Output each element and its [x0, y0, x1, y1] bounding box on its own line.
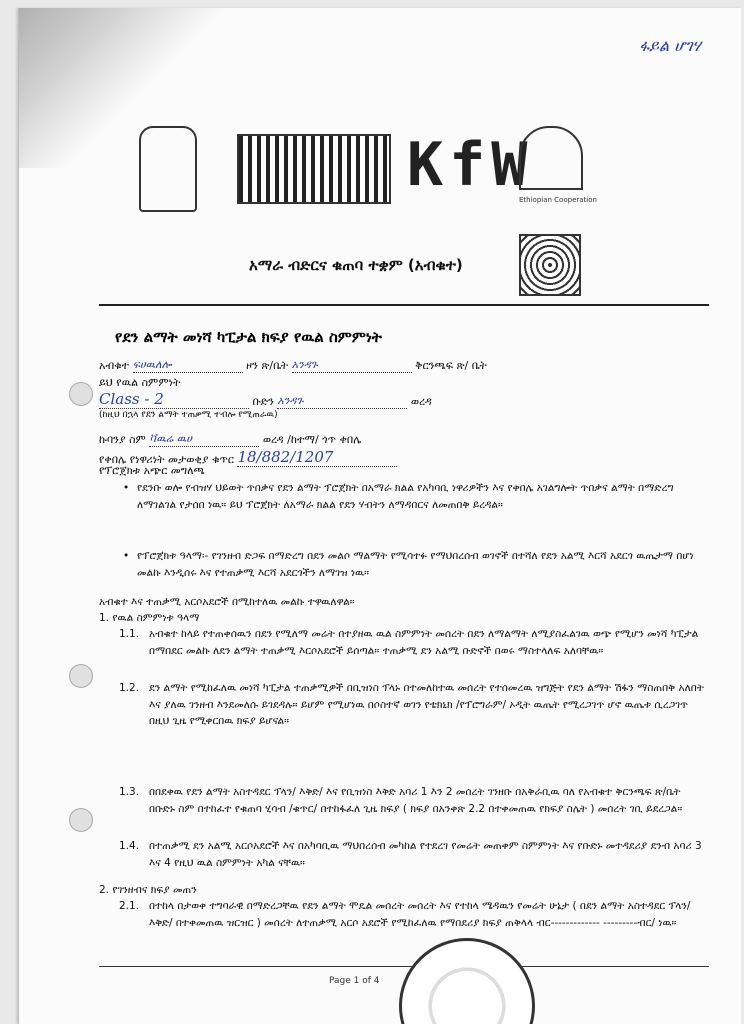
handwritten-note: ፋይል ሆገሃ — [638, 36, 701, 55]
field-line-2: ይህ የዉል ስምምነት — [99, 376, 181, 389]
field-value: አንዳጉ — [292, 358, 412, 373]
clause-number: 2.1. — [119, 900, 140, 912]
footer-rule — [99, 966, 709, 967]
clause-text: ደን ልማት የሚከፈለዉ መነሻ ካፒታል ተጠቃሚዎች በቢዝነስ ፕላኑ በተመለከተዉ መሰረት የተሰመረዉ ዝግጅት የደን ልማት ሽፋን ማስጠበቅ አለበት እና ያለዉ ገንዘብ እንደመለሱ ይገደዳሉ። ይሆም የሚሆነዉ በሶስተኛ ወገን የቴክኒክ /የፕሮግራም/ ኦዲት ዉጤት የሚረጋገጥ ሆኖ ዉጤቱ ሲረጋገጥ በዚህ ጊዜ የሚቀርበዉ ክፍያ ይሆናል። — [149, 682, 704, 727]
clause-text: በተከላ በታወቀ ተግባራዊ በማድረጋቸዉ የደን ልማት ሞዴል መሰረት መሰረት እና የተከላ ሜዳዉን የመሬት ሁኔታ ( በደን ልማት አስተዳደር ፕላን/እቅድ/ በተቀመጠዉ ዝርዝር ) መሰረት ለተጠቃሚ አርሶ አደሮች የሚከፈለዉ የማበደሪያ ክፍያ ጠቅላላ ብር------------- ---------ብር/ ነዉ። — [149, 900, 691, 929]
field-line-3 — [99, 390, 432, 409]
field-value: 18/882/1207 — [237, 448, 397, 467]
bullet-2: • የፕሮጀክቱ ዓላማ፡- የገንዘብ ድጋፍ በማድረግ በደን መልሶ ማልማት የሚሳተፉ የማህበረሰብ ወገኖች በተሻለ የደን አልሚ እርሻ አደርጎ ዉጤታማ በሆነ መልኩ እንዲሰሩ እና የተጠቃሚ እርሻ አደርጎችን ለማገዝ ነዉ። — [137, 548, 697, 581]
page-number: Page 1 of 4 — [329, 976, 380, 986]
clause-number: 1.2. — [119, 682, 140, 694]
clause-text: በበደቀዉ የደን ልማት አስተዳደር ፕላን/ እቅድ/ እና የቢዝነስ እቅድ አባሪ 1 እን 2 መሰረት ገንዘቡ በአቅራቢዉ ባለ የአብቁተ ቅርንጫፍ ጽ/ቤት በቡድኑ ስም በተከፈተ የቁጠባ ሂሳብ /ቁጥር/ በተከፋፈለ ጊዜ ክፍያ ( ክፍያ በአንቀጽ 2.2 በተቀመጠዉ የክፍያ ስሌት ) መሰረት ገቢ ይደረጋል። — [149, 786, 683, 815]
kfw-logo: KfW — [407, 130, 534, 200]
amhara-logo — [139, 126, 197, 212]
org-name: አማራ ብድርና ቁጠባ ተቋም (አብቁተ) — [249, 256, 463, 274]
field-value: አንዳጉ — [277, 394, 407, 409]
punch-hole — [69, 382, 93, 406]
header-rule — [99, 304, 709, 306]
field-line-5 — [99, 432, 361, 447]
punch-hole — [69, 664, 93, 688]
field-line-4: (ከዚህ በኋላ የደን ልማት ተጠቃሚ ተብሎ የሚጠራዉ) — [99, 410, 278, 420]
field-value: Class - 2 — [99, 390, 249, 409]
intro-sentence: አብቁተ እና ተጠቃሚ አርሶአደሮች በሚከተለዉ መልኩ ተዋዉለዋል። — [99, 596, 355, 608]
section2-title: 2. የገንዘብና ክፍያ መጠን — [99, 884, 197, 896]
field-value: ቫዉሬ ዉሀ — [149, 432, 259, 447]
section1-title: 1. የዉል ስምምነቱ ዓላማ — [99, 612, 200, 624]
clause-number: 1.4. — [119, 840, 140, 852]
field-label: ወረዳ /ከተማ/ ጎጥ ቀበሌ — [262, 433, 362, 446]
building-logo — [237, 134, 391, 204]
field-line-1 — [99, 358, 487, 373]
field-label: ቅርንጫፍ ጽ/ ቤት — [415, 359, 487, 372]
document-page — [18, 8, 741, 1024]
clause-text: በተጠቃሚ ደን አልሚ አርሶአደሮች እና በአካባቢዉ ማህበረሰብ መካከል የተደረገ የመሬት መጠቀም ስምምነት እና የቡድኑ መተዳደሪያ ደንብ አባሪ 3 እና 4 የዚህ ዉል ስምምነት አካል ናቸዉ። — [149, 840, 702, 869]
field-label: ኩባንያ ስም — [99, 433, 146, 446]
field-label: ቡድን — [252, 395, 274, 408]
field-value: ፍሀዉለሎ — [133, 358, 243, 373]
clause-number: 1.3. — [119, 786, 140, 798]
official-stamp — [399, 938, 535, 1024]
document-title: የደን ልማት መነሻ ካፒታል ክፍያ የዉል ስምምነት — [115, 328, 382, 346]
cooperation-logo — [519, 126, 583, 190]
clause-number: 1.1. — [119, 628, 140, 640]
logo-row — [139, 126, 659, 226]
bullet-1: • የደንቡ ወሎ የብዝሃ ህይወት ጥበቃና የደን ልማት ፕሮጀክት በአማራ ክልል የአካባቢ ነዋሪዎችን እና የቀበሌ አገልግሎት ጥበቃና ልማት በማድረግ ለማገልገል የታሰበ ነዉ። ይህ ፕሮጀክት ለአማራ ክልል የደን ሃብትን ለማዳበርና ለመጠበቅ ይረዳል። — [137, 480, 697, 513]
field-label: ወረዳ — [410, 395, 432, 408]
clause-text: አብቁተ ከላይ የተጠቀሰዉን በደን የሚለማ መሬት በተያዘዉ ዉል ስምምነት መሰረት በደን ለማልማት ለሚያስፈልገዉ ወጭ የሚሆን መነሻ ካፒታል በማበደር መልኩ ለደን ልማት ተጠቃሚ እርሶአደሮች ይሰጣል። ተጠቃሚ ደን አልሚ ቡድኖች በወሩ ማስተላለፍ አለባቸዉ። — [149, 628, 699, 657]
acsi-logo — [519, 234, 581, 296]
field-label: የቀበሌ የነዋሪነት መታወቂያ ቁጥር — [99, 453, 234, 466]
field-label: አብቁተ — [99, 359, 130, 372]
cooperation-label: Ethiopian Cooperation — [519, 196, 597, 204]
punch-hole — [69, 808, 93, 832]
field-label: ዞን ጽ/ቤት — [246, 359, 289, 372]
field-line-7: የፕሮጀክቱ አጭር መግለጫ — [99, 464, 205, 477]
